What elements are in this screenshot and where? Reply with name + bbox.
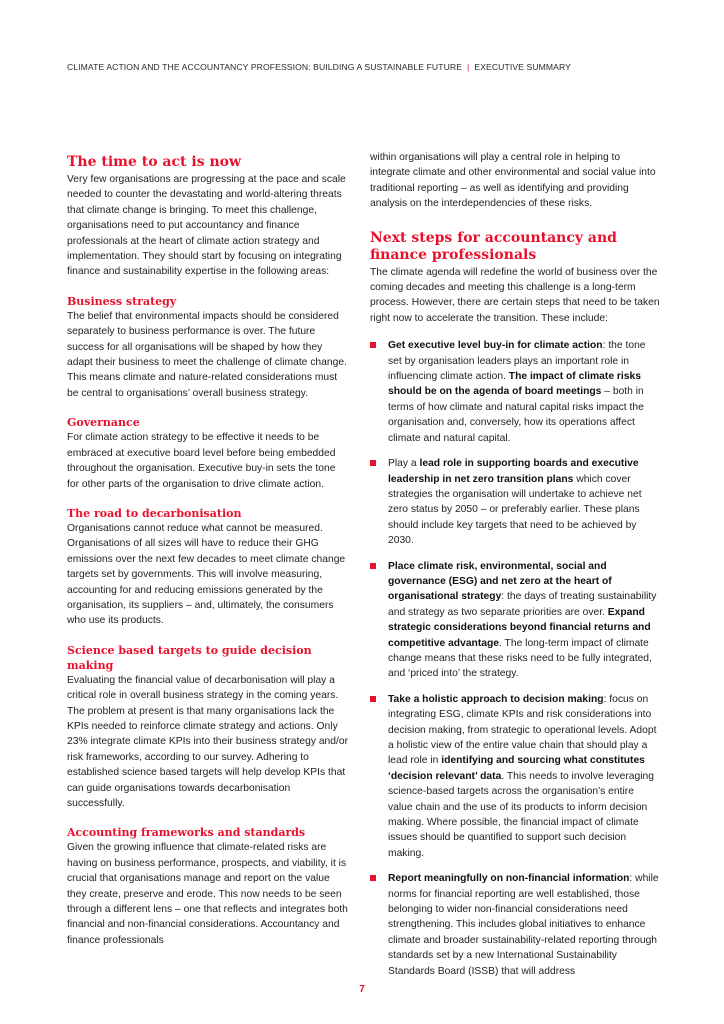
list-item [370, 559, 660, 682]
right-column [370, 150, 660, 989]
red-square-bullet-icon [370, 460, 376, 466]
document-title: CLIMATE ACTION AND THE ACCOUNTANCY PROFESSION: BUILDING A SUSTAINABLE FUTURE [67, 62, 463, 72]
governance-paragraph: For climate action strategy to be effective it needs to be embraced at executive board level before being embedded throughout the organisation. Executive buy-in sets the tone for other parts of the organisation to drive climate action. [67, 432, 336, 490]
continuation-paragraph: within organisations will play a central role in helping to integrate climate and other environmental and social value into traditional reporting – as well as identifying and providing analysis on the interdependencies of these risks. [370, 152, 656, 210]
accounting-frameworks-paragraph: Given the growing influence that climate-related risks are having on business performance, prospects, and viability, it is crucial that organisations manage and report on the value they create, preserve and erode. This now needs to be seen through a different lens – one that reflects and integrates both financial and non-financial considerations. Accountancy and finance professionals [67, 842, 348, 946]
next-steps-intro: The climate agenda will redefine the world of business over the coming decades and meeting this challenge is a long-term process. However, there are certain steps that need to be taken right now to accelerate the transition. These include: [370, 266, 660, 324]
list-item-text: Take a holistic approach to decision making: focus on integrating ESG, climate KPIs and risk considerations into decision making, from strategic to operational levels. Adopt a holistic view of the entire value chain that should play a lead role in identifying and sourcing what constitutes ‘decision relevant’ data. This needs to involve leveraging science-based targets across the organisation’s entire value chain and the use of its products to inform decision making. Where possible, the financial impact of climate issues should be quantified to support such decision making. [388, 693, 657, 859]
decarbonisation-paragraph: Organisations cannot reduce what cannot be measured. Organisations of all sizes will have to reduce their GHG emissions over the next few decades to meet climate change targets set by governments. This will involve measuring, accounting for and reducing emissions generated by the organisation, its suppliers – and, ultimately, the consumers who use its products. [67, 522, 346, 627]
business-strategy-heading: Business strategy [67, 294, 177, 308]
emphasis-text: Place climate risk, environmental, social and governance (ESG) and net zero at the heart of organisational strategy [388, 560, 612, 603]
science-targets-paragraph: Evaluating the financial value of decarbonisation will play a critical role in overall business strategy in the coming years. The problem at present is that many organisations lack the KPIs needed to reinforce climate strategy and actions. Only 23% integrate climate KPIs into their business strategy and/or risk frameworks, according to our survey. Adhering to established science based targets will help develop KPIs that can guide organisations towards decarbonisation successfully. [67, 674, 349, 809]
next-steps-heading: Next steps for accountancy and finance professionals [370, 229, 617, 263]
intro-paragraph: Very few organisations are progressing at the pace and scale needed to counter the devastating and world-altering threats that climate change is bringing. To meet this challenge, organisations need to put accountancy and finance professionals at the heart of climate action strategy and implementation. They should start by focusing on integrating finance and sustainability expertise in the following areas: [67, 174, 346, 278]
running-header [67, 62, 571, 72]
list-item [370, 456, 660, 548]
emphasis-text: The impact of climate risks should be on the agenda of board meetings [388, 371, 641, 398]
list-item-text: Play a lead role in supporting boards and executive leadership in net zero transition plans which cover strategies the organisation will undertake to achieve net zero status by 2050 – or preferably earlier. These plans should include key targets that need to be achieved by 2030. [388, 458, 642, 547]
emphasis-text: Take a holistic approach to decision making [388, 693, 604, 705]
header-separator: | [467, 62, 470, 72]
emphasis-text: identifying and sourcing what constitutes ‘decision relevant’ data [388, 755, 645, 782]
list-item-text: Report meaningfully on non-financial information: while norms for financial reporting are well established, those belonging to wider non-financial considerations need strengthening. This includes global initiatives to enhance climate and broader sustainability-related reporting through standards set by a new International Sustainability Standards Board (ISSB) that will address [388, 873, 659, 977]
intro-heading: The time to act is now [67, 154, 242, 170]
section-name: EXECUTIVE SUMMARY [474, 62, 571, 72]
emphasis-text: Get executive level buy-in for climate action [388, 340, 603, 352]
red-square-bullet-icon [370, 342, 376, 348]
business-strategy-paragraph: The belief that environmental impacts should be considered separately to business performance is over. The future success for all organisations will be shaped by how they adapt their business to meet the challenge of climate change. This means climate and nature-related considerations must be central to organisations’ overall business strategy. [67, 310, 347, 399]
page-number: 7 [359, 984, 365, 995]
emphasis-text: lead role in supporting boards and executive leadership in net zero transition plans [388, 458, 639, 485]
decarbonisation-heading: The road to decarbonisation [67, 506, 242, 520]
red-square-bullet-icon [370, 875, 376, 881]
list-item-text: Place climate risk, environmental, social and governance (ESG) and net zero at the heart of organisational strategy: the days of treating sustainability and strategy as two separate priorities are over. Expand strategic considerations beyond financial returns and competitive advantage. The long-term impact of climate change means that these risks need to be fully integrated, and ‘priced into’ the strategy. [388, 560, 657, 680]
governance-heading: Governance [67, 416, 140, 430]
next-steps-list [370, 338, 660, 979]
list-item [370, 692, 660, 861]
left-column [67, 150, 350, 948]
list-item-text: Get executive level buy-in for climate action: the tone set by organisation leaders plays an important role in influencing climate action. The impact of climate risks should be on the agenda of board meetings – both in terms of how climate and natural capital risks impact the organisation and, conversely, how its operations affect climate and natural capital. [388, 340, 646, 444]
emphasis-text: Expand strategic considerations beyond financial returns and competitive advantage [388, 606, 651, 649]
science-targets-heading: Science based targets to guide decision making [67, 643, 312, 672]
accounting-frameworks-heading: Accounting frameworks and standards [67, 826, 306, 840]
red-square-bullet-icon [370, 696, 376, 702]
red-square-bullet-icon [370, 563, 376, 569]
emphasis-text: Report meaningfully on non-financial information [388, 873, 630, 885]
list-item [370, 338, 660, 446]
list-item [370, 871, 660, 979]
